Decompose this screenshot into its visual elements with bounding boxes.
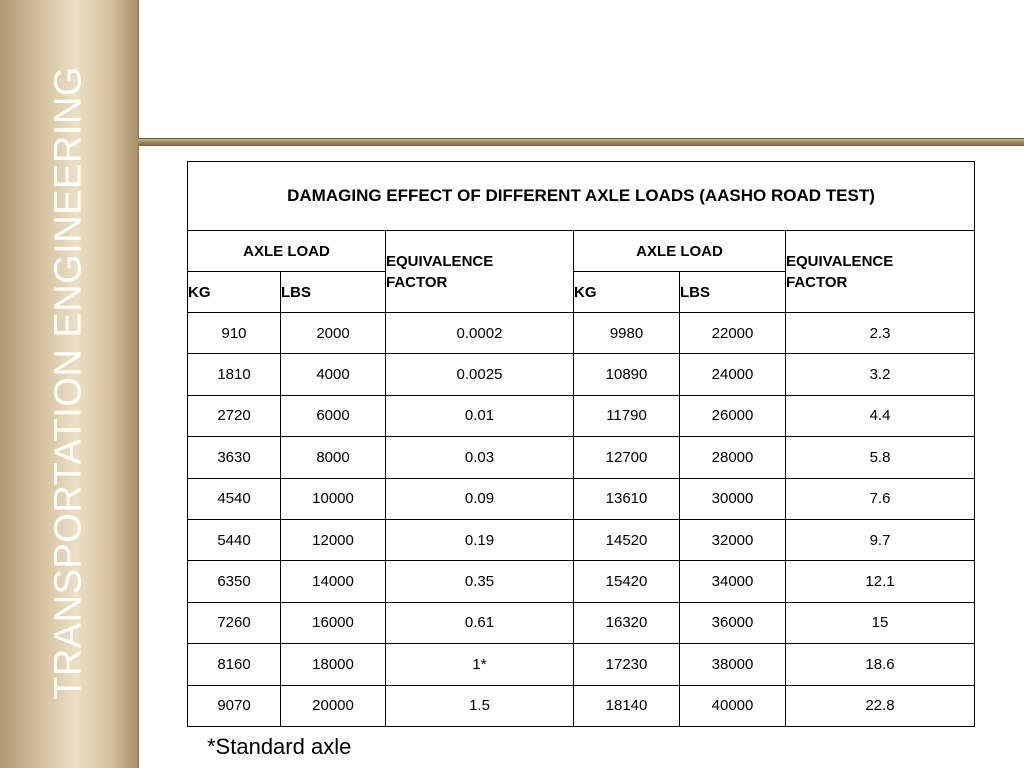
- lbs-cell: 4000: [281, 354, 386, 395]
- kg-cell: 8160: [188, 644, 281, 685]
- kg-cell: 9980: [574, 313, 680, 354]
- lbs-cell: 14000: [281, 561, 386, 602]
- factor-cell: 22.8: [786, 685, 975, 726]
- table-row: [188, 313, 975, 354]
- factor-cell: 1.5: [386, 685, 574, 726]
- table-row: [188, 602, 975, 643]
- lbs-cell: 26000: [680, 395, 786, 436]
- kg-cell: 18140: [574, 685, 680, 726]
- lbs-cell: 2000: [281, 313, 386, 354]
- kg-header-right: KG: [574, 272, 680, 313]
- table-row: [188, 395, 975, 436]
- factor-header-line2: FACTOR: [786, 273, 848, 291]
- lbs-cell: 6000: [281, 395, 386, 436]
- factor-cell: 18.6: [786, 644, 975, 685]
- lbs-cell: 20000: [281, 685, 386, 726]
- factor-cell: 0.09: [386, 478, 574, 519]
- kg-cell: 15420: [574, 561, 680, 602]
- factor-cell: 3.2: [786, 354, 975, 395]
- kg-cell: 17230: [574, 644, 680, 685]
- table-title: DAMAGING EFFECT OF DIFFERENT AXLE LOADS (AASHO ROAD TEST): [188, 162, 975, 231]
- table-row: [188, 437, 975, 478]
- factor-cell: 0.35: [386, 561, 574, 602]
- kg-cell: 4540: [188, 478, 281, 519]
- factor-cell: 5.8: [786, 437, 975, 478]
- axle-load-header-right: AXLE LOAD: [574, 231, 786, 272]
- factor-cell: 0.19: [386, 519, 574, 560]
- kg-cell: 2720: [188, 395, 281, 436]
- lbs-cell: 18000: [281, 644, 386, 685]
- factor-cell: 0.03: [386, 437, 574, 478]
- kg-cell: 6350: [188, 561, 281, 602]
- lbs-cell: 28000: [680, 437, 786, 478]
- table-row: [188, 519, 975, 560]
- factor-cell: 1*: [386, 644, 574, 685]
- table-title-row: [188, 162, 975, 231]
- kg-cell: 9070: [188, 685, 281, 726]
- factor-cell: 4.4: [786, 395, 975, 436]
- lbs-header-right: LBS: [680, 272, 786, 313]
- factor-cell: 7.6: [786, 478, 975, 519]
- factor-cell: 9.7: [786, 519, 975, 560]
- kg-cell: 14520: [574, 519, 680, 560]
- axle-load-table: [187, 161, 975, 727]
- kg-cell: 5440: [188, 519, 281, 560]
- table-row: [188, 561, 975, 602]
- kg-header-left: KG: [188, 272, 281, 313]
- factor-cell: 15: [786, 602, 975, 643]
- lbs-cell: 16000: [281, 602, 386, 643]
- factor-cell: 0.01: [386, 395, 574, 436]
- lbs-header-left: LBS: [281, 272, 386, 313]
- factor-cell: 12.1: [786, 561, 975, 602]
- equivalence-factor-header-left: [386, 231, 574, 313]
- kg-cell: 1810: [188, 354, 281, 395]
- lbs-cell: 22000: [680, 313, 786, 354]
- factor-header-line1: EQUIVALENCE: [386, 252, 494, 270]
- factor-cell: 0.0002: [386, 313, 574, 354]
- kg-cell: 3630: [188, 437, 281, 478]
- table-row: [188, 644, 975, 685]
- table-row: [188, 478, 975, 519]
- kg-cell: 10890: [574, 354, 680, 395]
- factor-cell: 2.3: [786, 313, 975, 354]
- lbs-cell: 34000: [680, 561, 786, 602]
- kg-cell: 16320: [574, 602, 680, 643]
- lbs-cell: 38000: [680, 644, 786, 685]
- table-row: [188, 354, 975, 395]
- header-divider: [138, 138, 1024, 146]
- factor-cell: 0.61: [386, 602, 574, 643]
- factor-header-line1: EQUIVALENCE: [786, 252, 894, 270]
- sidebar-band: [0, 0, 139, 768]
- lbs-cell: 10000: [281, 478, 386, 519]
- lbs-cell: 24000: [680, 354, 786, 395]
- lbs-cell: 30000: [680, 478, 786, 519]
- factor-cell: 0.0025: [386, 354, 574, 395]
- lbs-cell: 8000: [281, 437, 386, 478]
- kg-cell: 910: [188, 313, 281, 354]
- factor-header-line2: FACTOR: [386, 273, 448, 291]
- lbs-cell: 32000: [680, 519, 786, 560]
- equivalence-factor-header-right: [786, 231, 975, 313]
- kg-cell: 12700: [574, 437, 680, 478]
- kg-cell: 11790: [574, 395, 680, 436]
- table-header-row-1: [188, 231, 975, 272]
- lbs-cell: 12000: [281, 519, 386, 560]
- sidebar-title: TRANSPORTATION ENGINEERING: [47, 66, 90, 700]
- table-row: [188, 685, 975, 726]
- kg-cell: 7260: [188, 602, 281, 643]
- lbs-cell: 36000: [680, 602, 786, 643]
- kg-cell: 13610: [574, 478, 680, 519]
- lbs-cell: 40000: [680, 685, 786, 726]
- footnote: *Standard axle: [207, 734, 352, 759]
- axle-load-header-left: AXLE LOAD: [188, 231, 386, 272]
